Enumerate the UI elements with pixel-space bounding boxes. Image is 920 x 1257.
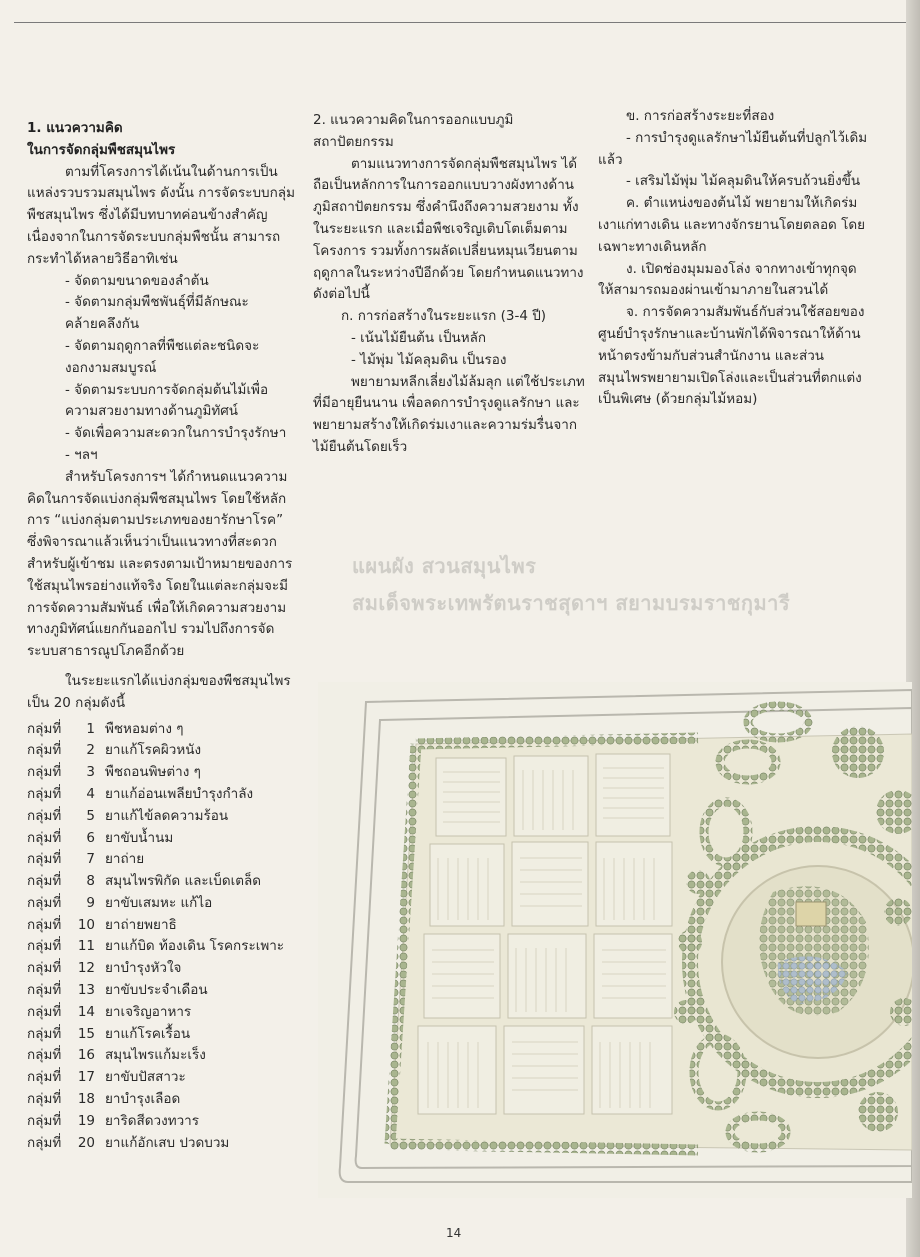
group-number: 4	[86, 785, 95, 802]
group-row	[27, 936, 295, 958]
group-number: 20	[77, 1134, 95, 1151]
group-row	[27, 893, 295, 915]
phase-a-paragraph: พยายามหลีกเลี่ยงไม้ล้มลุก แต่ใช้ประเภทที่มีอายุยืนนาน เพื่อลดการบำรุงดูแลรักษา และพยายามสร้างให้เกิดร่มเงาและความร่มรื่นจากไม้ยืนต้นโดยเร็ว	[313, 373, 585, 455]
column-1	[27, 118, 295, 1154]
item-e: จ. การจัดความสัมพันธ์กับส่วนใช้สอยของศูนย์บำรุงรักษาและบ้านพักได้พิจารณาให้ด้านหน้าตรงข้ามกับส่วนสำนักงาน และส่วนสมุนไพรพยายามเปิดโล่งและเป็นส่วนที่ตกแต่งเป็นพิเศษ (ด้วยกลุ่มไม้หอม)	[598, 304, 865, 408]
section-2-heading: 2. แนวความคิดในการออกแบบภูมิสถาปัตยกรรม	[313, 112, 514, 150]
group-name: ยาบำรุงหัวใจ	[105, 960, 182, 977]
phase-a-heading: ก. การก่อสร้างในระยะแรก (3-4 ปี)	[341, 308, 547, 325]
bullet-item: - เน้นไม้ยืนต้น เป็นหลัก	[351, 329, 487, 346]
group-row	[27, 1067, 295, 1089]
group-name: ยาแก้อักเสบ ปวดบวม	[105, 1134, 230, 1151]
group-name: ยาถ่ายพยาธิ	[105, 916, 177, 933]
group-number: 9	[86, 894, 95, 911]
group-label: กลุ่มที่	[27, 894, 62, 911]
group-label: กลุ่มที่	[27, 1069, 62, 1086]
group-label: กลุ่มที่	[27, 938, 62, 955]
group-number: 2	[86, 742, 95, 759]
group-label: กลุ่มที่	[27, 982, 62, 999]
bullet-item: - ฯลฯ	[65, 446, 98, 463]
group-row	[27, 871, 295, 893]
plan-title-line-2: สมเด็จพระเทพรัตนราชสุดาฯ สยามบรมราชกุมารี	[352, 591, 791, 615]
group-name: ยาขับน้ำนม	[105, 829, 174, 846]
bullet-item: - เสริมไม้พุ่ม ไม้คลุมดินให้ครบถ้วนยิ่งขึ้น	[626, 173, 861, 190]
group-row	[27, 1002, 295, 1024]
item-c: ค. ตำแหน่งของต้นไม้ พยายามให้เกิดร่มเงาแก่ทางเดิน และทางจักรยานโดยตลอด โดยเฉพาะทางเดินหลัก	[598, 195, 866, 255]
group-name: ยาแก้อ่อนเพลียบำรุงกำลัง	[105, 785, 254, 802]
section-1-heading: 1. แนวความคิด	[27, 120, 123, 136]
group-list	[27, 719, 295, 1155]
group-number: 10	[77, 916, 95, 933]
group-name: พืชถอนพิษต่าง ๆ	[105, 764, 201, 781]
group-label: กลุ่มที่	[27, 829, 62, 846]
group-name: ยาแก้บิด ท้องเดิน โรคกระเพาะ	[105, 938, 285, 955]
group-row	[27, 762, 295, 784]
group-number: 17	[77, 1069, 95, 1086]
page-number: 14	[446, 1226, 462, 1240]
item-d: ง. เปิดช่องมุมมองโล่ง จากทางเข้าทุกจุดให้สามารถมองผ่านเข้ามาภายในสวนได้	[598, 260, 857, 299]
group-number: 12	[77, 960, 95, 977]
group-name: ยาเจริญอาหาร	[105, 1003, 192, 1020]
top-rule	[14, 22, 907, 23]
group-number: 16	[77, 1047, 95, 1064]
group-name: ยาถ่าย	[105, 851, 145, 868]
group-row	[27, 719, 295, 741]
group-label: กลุ่มที่	[27, 1134, 62, 1151]
group-label: กลุ่มที่	[27, 851, 62, 868]
group-row	[27, 849, 295, 871]
group-name: ยาแก้โรคเรื้อน	[105, 1025, 191, 1042]
bullet-item: - การบำรุงดูแลรักษาไม้ยืนต้นที่ปลูกไว้เดิมแล้ว	[598, 129, 868, 168]
group-number: 7	[86, 851, 95, 868]
group-row	[27, 915, 295, 937]
group-label: กลุ่มที่	[27, 1112, 62, 1129]
group-number: 15	[77, 1025, 95, 1042]
group-label: กลุ่มที่	[27, 764, 62, 781]
group-row	[27, 1089, 295, 1111]
group-label: กลุ่มที่	[27, 1091, 62, 1108]
group-number: 19	[77, 1112, 95, 1129]
bullet-item: - จัดตามระบบการจัดกลุ่มต้นไม้เพื่อความสวยงามทางด้านภูมิทัศน์	[65, 381, 269, 420]
bullet-item: - จัดตามกลุ่มพืชพันธุ์ที่มีลักษณะคล้ายคลึงกัน	[65, 294, 249, 333]
group-name: ยาแก้โรคผิวหนัง	[105, 742, 202, 759]
groups-intro: ในระยะแรกได้แบ่งกลุ่มของพืชสมุนไพรเป็น 20 กลุ่มดังนี้	[27, 672, 291, 711]
group-number: 3	[86, 764, 95, 781]
group-number: 11	[77, 938, 95, 955]
group-name: พืชหอมต่าง ๆ	[105, 720, 184, 737]
group-row	[27, 1133, 295, 1155]
group-number: 6	[86, 829, 95, 846]
group-label: กลุ่มที่	[27, 873, 62, 890]
bullet-item: - จัดตามฤดูกาลที่พืชแต่ละชนิดจะงอกงามสมบูรณ์	[65, 337, 260, 376]
group-label: กลุ่มที่	[27, 720, 62, 737]
group-row	[27, 806, 295, 828]
group-name: ยาริดสีดวงทวาร	[105, 1112, 199, 1129]
group-name: ยาขับปัสสาวะ	[105, 1069, 186, 1086]
section-1-subheading: ในการจัดกลุ่มพืชสมุนไพร	[27, 141, 176, 158]
section-1-intro: ตามที่โครงการได้เน้นในด้านการเป็นแหล่งรวบรวมสมุนไพร ดังนั้น การจัดระบบกลุ่มพืชสมุนไพร ซึ่งได้มีบทบาทค่อนข้างสำคัญ เนื่องจากในการจัดระบบกลุ่มพืชนั้น สามารถกระทำได้หลายวิธีอาทิเช่น	[27, 163, 295, 267]
group-row	[27, 1045, 295, 1067]
group-number: 14	[77, 1003, 95, 1020]
group-name: ยาขับประจำเดือน	[105, 982, 208, 999]
group-label: กลุ่มที่	[27, 1025, 62, 1042]
section-1-paragraph: สำหรับโครงการฯ ได้กำหนดแนวความคิดในการจัดแบ่งกลุ่มพืชสมุนไพร โดยใช้หลักการ “แบ่งกลุ่มตามประเภทของยารักษาโรค” ซึ่งพิจารณาแล้วเห็นว่าเป็นแนวทางที่สะดวกสำหรับผู้เข้าชม และตรงตามเป้าหมายของการใช้สมุนไพรอย่างแท้จริง โดยในแต่ละกลุ่มจะมีการจัดความสัมพันธ์ เพื่อให้เกิดความสวยงามทางภูมิทัศน์แยกกันออกไป รวมไปถึงการจัดระบบสาธารณูปโภคอีกด้วย	[27, 468, 293, 660]
group-label: กลุ่มที่	[27, 1047, 62, 1064]
group-row	[27, 784, 295, 806]
group-name: ยาแก้ไข้ลดความร้อน	[105, 807, 229, 824]
group-number: 13	[77, 982, 95, 999]
group-row	[27, 958, 295, 980]
group-label: กลุ่มที่	[27, 1003, 62, 1020]
column-3	[598, 106, 870, 411]
group-label: กลุ่มที่	[27, 916, 62, 933]
bullet-item: - จัดตามขนาดของลำต้น	[65, 272, 209, 289]
garden-plan-illustration	[318, 682, 912, 1198]
group-row	[27, 828, 295, 850]
phase-b-heading: ข. การก่อสร้างระยะที่สอง	[626, 108, 775, 124]
group-label: กลุ่มที่	[27, 785, 62, 802]
group-number: 18	[77, 1091, 95, 1108]
group-number: 5	[86, 807, 95, 824]
section-2-paragraph: ตามแนวทางการจัดกลุ่มพืชสมุนไพร ได้ถือเป็นหลักการในการออกแบบวางผังทางด้านภูมิสถาปัตยกรรม ซึ่งคำนึงถึงความสวยงาม ทั้งในระยะแรก และเมื่อพืชเจริญเติบโตเต็มตามโครงการ รวมทั้งการผลัดเปลี่ยนหมุนเวียนตามฤดูกาลในระหว่างปีอีกด้วย โดยกำหนดแนวทางดังต่อไปนี้	[313, 155, 584, 303]
group-number: 1	[86, 720, 95, 737]
group-name: ยาบำรุงเลือด	[105, 1091, 181, 1108]
column-2	[313, 110, 585, 459]
group-name: สมุนไพรแก้มะเร็ง	[105, 1047, 206, 1064]
group-number: 8	[86, 873, 95, 890]
group-row	[27, 740, 295, 762]
group-name: ยาขับเสมหะ แก้ไอ	[105, 894, 213, 911]
group-label: กลุ่มที่	[27, 807, 62, 824]
bullet-item: - ไม้พุ่ม ไม้คลุมดิน เป็นรอง	[351, 351, 507, 368]
group-row	[27, 1024, 295, 1046]
group-label: กลุ่มที่	[27, 960, 62, 977]
bullet-item: - จัดเพื่อความสะดวกในการบำรุงรักษา	[65, 425, 287, 442]
group-name: สมุนไพรพิกัด และเบ็ดเตล็ด	[105, 873, 262, 890]
group-row	[27, 980, 295, 1002]
group-label: กลุ่มที่	[27, 742, 62, 759]
plan-title	[352, 548, 882, 622]
plan-title-line-1: แผนผัง สวนสมุนไพร	[352, 554, 537, 578]
group-row	[27, 1111, 295, 1133]
